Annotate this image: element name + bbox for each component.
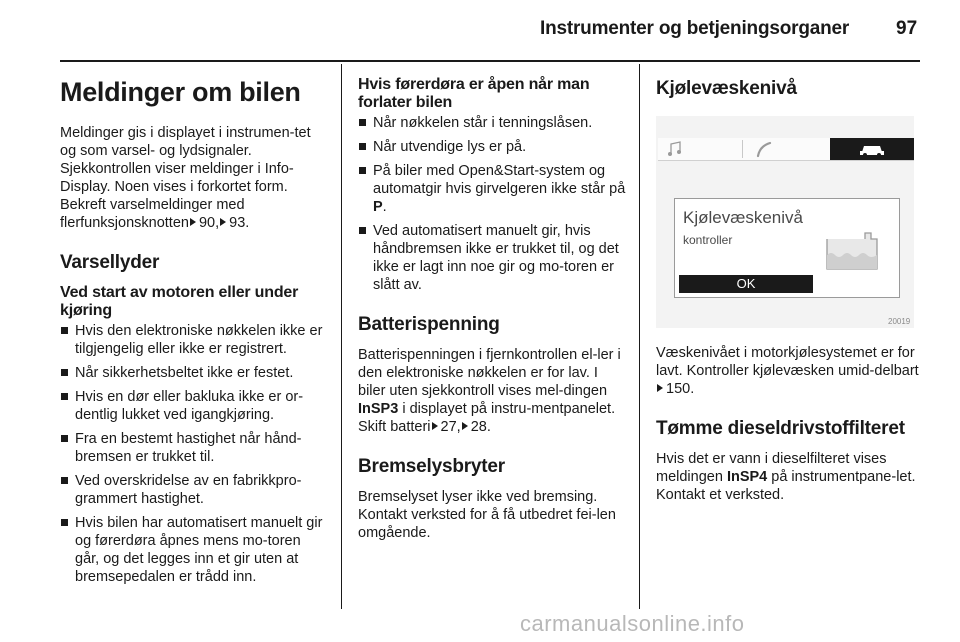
section-heading-kjolevaske: Kjølevæskenivå [656,78,797,99]
page-ref-arrow-icon [462,422,468,430]
section-heading-diesel: Tømme dieseldrivstoffilteret [656,418,905,439]
header-rule [60,60,920,62]
column-2 [358,64,626,542]
page-ref[interactable]: 27, [440,419,461,435]
list-item: Hvis en dør eller bakluka ikke er or-dentlig lukket ved igangkjøring. [60,388,328,424]
display-message-title: Kjølevæskenivå [683,208,803,227]
subheading-door: Hvis førerdøra er åpen når man forlater bilen [358,76,590,111]
phone-icon [754,138,774,160]
page-header [0,0,960,58]
watermark: carmanualsonline.info [520,611,745,636]
tab-separator [742,140,743,158]
ok-button[interactable]: OK [679,275,813,293]
column-divider-2 [639,64,640,609]
list-item: Når utvendige lys er på. [358,138,626,156]
page-ref[interactable]: 90, [198,215,220,231]
list-item: På biler med Open&Start-system og automatgir hvis girvelgeren ikke står på P. [358,162,626,216]
display-tab-bar [658,138,914,161]
figure-number: 20019 [888,317,911,326]
message-code: InSP4 [726,469,768,485]
column-divider-1 [341,64,342,609]
page-ref-arrow-icon [432,422,438,430]
message-code: InSP3 [358,401,399,417]
page-number: 97 [896,18,918,39]
bullet-square-icon [359,119,366,126]
section-heading-meldinger: Meldinger om bilen [60,77,301,107]
bullet-square-icon [61,435,68,442]
page-ref[interactable]: 150. [666,381,695,397]
bullet-square-icon [61,519,68,526]
section-heading-bremselysbryter: Bremselysbryter [358,456,505,477]
diesel-paragraph: Hvis det er vann i dieselfilteret vises meldingen InSP4 på instrumentpane-let. Kontakt et verksted. [656,451,916,503]
list-item: Ved automatisert manuelt gir, hvis håndbremsen ikke er trukket til, og det ikke er lagt inn noe gir og mo-toren er slått av. [358,222,626,294]
list-item: Hvis bilen har automatisert manuelt gir og førerdøra åpnes mens mo-toren går, og det legges inn et gir uten at bremsepedalen er trådd inn. [60,514,328,586]
bullet-square-icon [359,167,366,174]
header-title: Instrumenter og betjeningsorganer [540,18,850,39]
subheading-start: Ved start av motoren eller under kjøring [60,284,299,319]
section-heading-varsellyder: Varsellyder [60,252,160,273]
intro-paragraph [60,124,328,232]
display-message-box [674,198,900,298]
list-item: Fra en bestemt hastighet når hånd-bremsen er trukket til. [60,430,328,466]
bullet-square-icon [61,369,68,376]
bullet-square-icon [61,393,68,400]
page-ref[interactable]: 28. [470,419,491,435]
coolant-tank-icon [825,231,879,276]
page-ref-arrow-icon [190,218,196,226]
page-ref[interactable]: 93. [229,215,250,231]
list-item: Når sikkerhetsbeltet ikke er festet. [60,364,328,382]
bullet-square-icon [61,477,68,484]
bullet-square-icon [359,143,366,150]
bullet-square-icon [61,327,68,334]
intro-text: Meldinger gis i displayet i instrumen-tet og som varsel- og lydsignaler. Sjekkontrollen viser meldinger i Info-Display. Noen vises i forkortet form. Bekreft varselmeldinger med flerfunksjonsknotten [60,125,311,231]
column-1 [60,64,328,592]
car-icon [830,138,914,160]
battery-paragraph: Batterispenningen i fjernkontrollen el-ler i den elektroniske nøkkelen er for lav. I biler uten sjekkontroll vises mel-dingen InSP3 i displayet på instru-mentpanelet. Skift batteri 27, 28. [358,347,621,435]
section-heading-batterispenning: Batterispenning [358,314,500,335]
list-item: Hvis den elektroniske nøkkelen ikke er tilgjengelig eller ikke er registrert. [60,322,328,358]
page-ref-arrow-icon [220,218,226,226]
list-item: Ved overskridelse av en fabrikkpro-grammert hastighet. [60,472,328,508]
column-3 [656,64,922,504]
music-note-icon [666,138,686,160]
display-message-subtitle: kontroller [683,233,733,247]
page-ref-arrow-icon [657,384,663,392]
list-item: Når nøkkelen står i tenningslåsen. [358,114,626,132]
bullet-square-icon [359,227,366,234]
bullet-list-start [60,322,328,586]
coolant-paragraph: Væskenivået i motorkjølesystemet er for lavt. Kontroller kjølevæsken umid-delbart150. [656,345,919,397]
brake-paragraph: Bremselyset lyser ikke ved bremsing. Kontakt verksted for å få utbedret fei-len omgående. [358,489,616,541]
info-display-figure [656,116,914,328]
bullet-list-door [358,114,626,294]
